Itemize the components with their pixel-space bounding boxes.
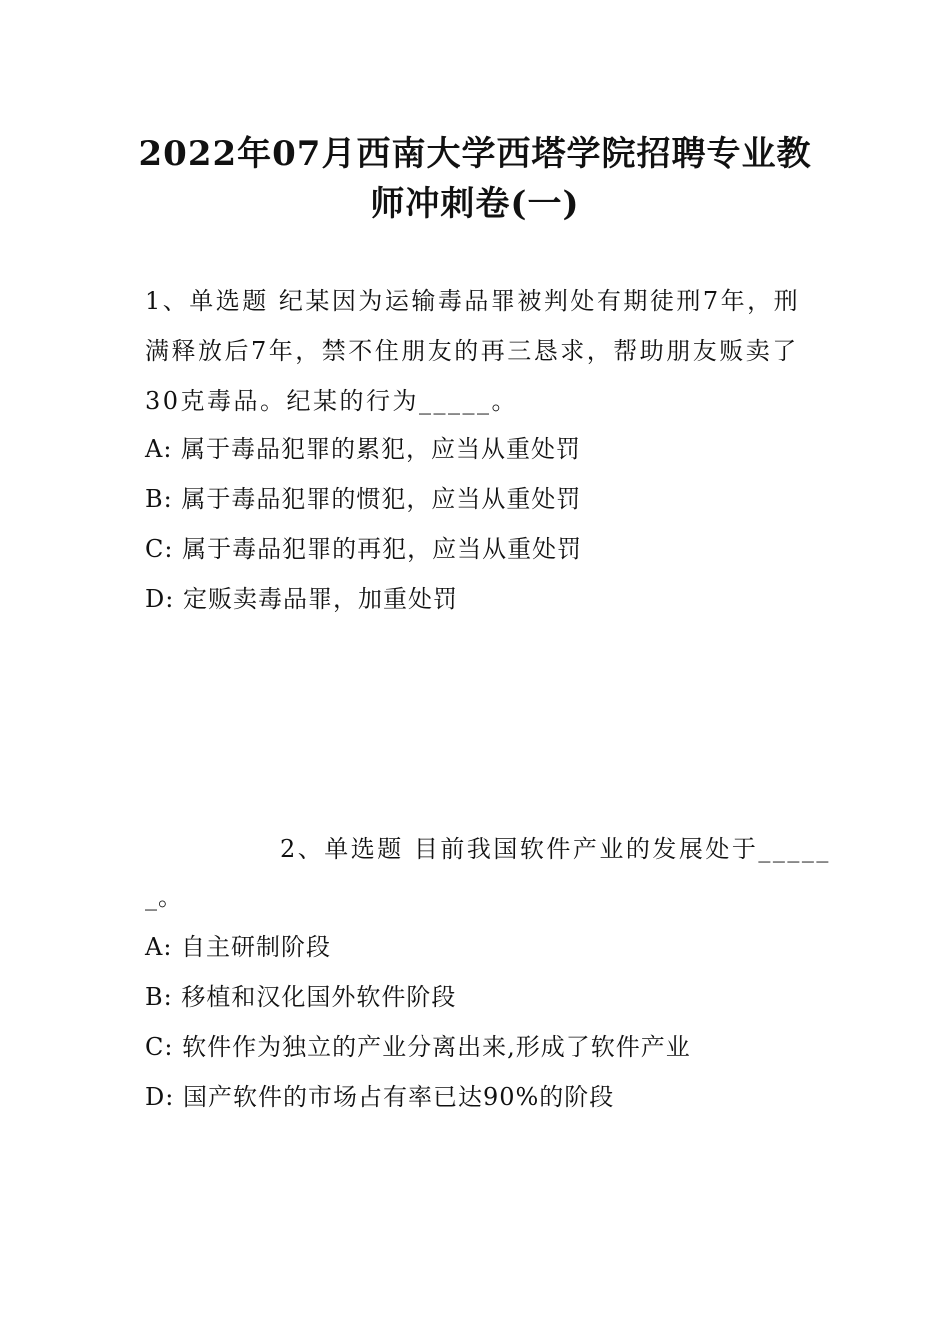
question-2-option-a: A: 自主研制阶段	[145, 933, 332, 961]
question-2-option-c: C: 软件作为独立的产业分离出来,形成了软件产业	[145, 1033, 691, 1061]
document-title-line1: 2022年07月西南大学西塔学院招聘专业教	[138, 134, 812, 174]
question-1-option-d: D: 定贩卖毒品罪，加重处罚	[145, 585, 458, 613]
question-2-stem-line1: 2、单选题 目前我国软件产业的发展处于_____	[280, 835, 831, 863]
question-2-option-b: B: 移植和汉化国外软件阶段	[145, 983, 457, 1011]
question-1-option-b: B: 属于毒品犯罪的惯犯，应当从重处罚	[145, 485, 582, 513]
document-title-line2: 师冲刺卷(一)	[370, 184, 580, 224]
question-1-stem-line1: 1、单选题 纪某因为运输毒品罪被判处有期徒刑7年，刑	[145, 287, 801, 315]
question-1-stem-line3: 30克毒品。纪某的行为_____。	[145, 387, 519, 415]
question-1-stem-line2: 满释放后7年，禁不住朋友的再三恳求，帮助朋友贩卖了	[145, 337, 799, 365]
question-2-option-d: D: 国产软件的市场占有率已达90%的阶段	[145, 1083, 615, 1111]
question-1-option-c: C: 属于毒品犯罪的再犯，应当从重处罚	[145, 535, 583, 563]
question-1-option-a: A: 属于毒品犯罪的累犯，应当从重处罚	[145, 435, 582, 463]
question-2-stem-line2: _。	[145, 883, 183, 911]
